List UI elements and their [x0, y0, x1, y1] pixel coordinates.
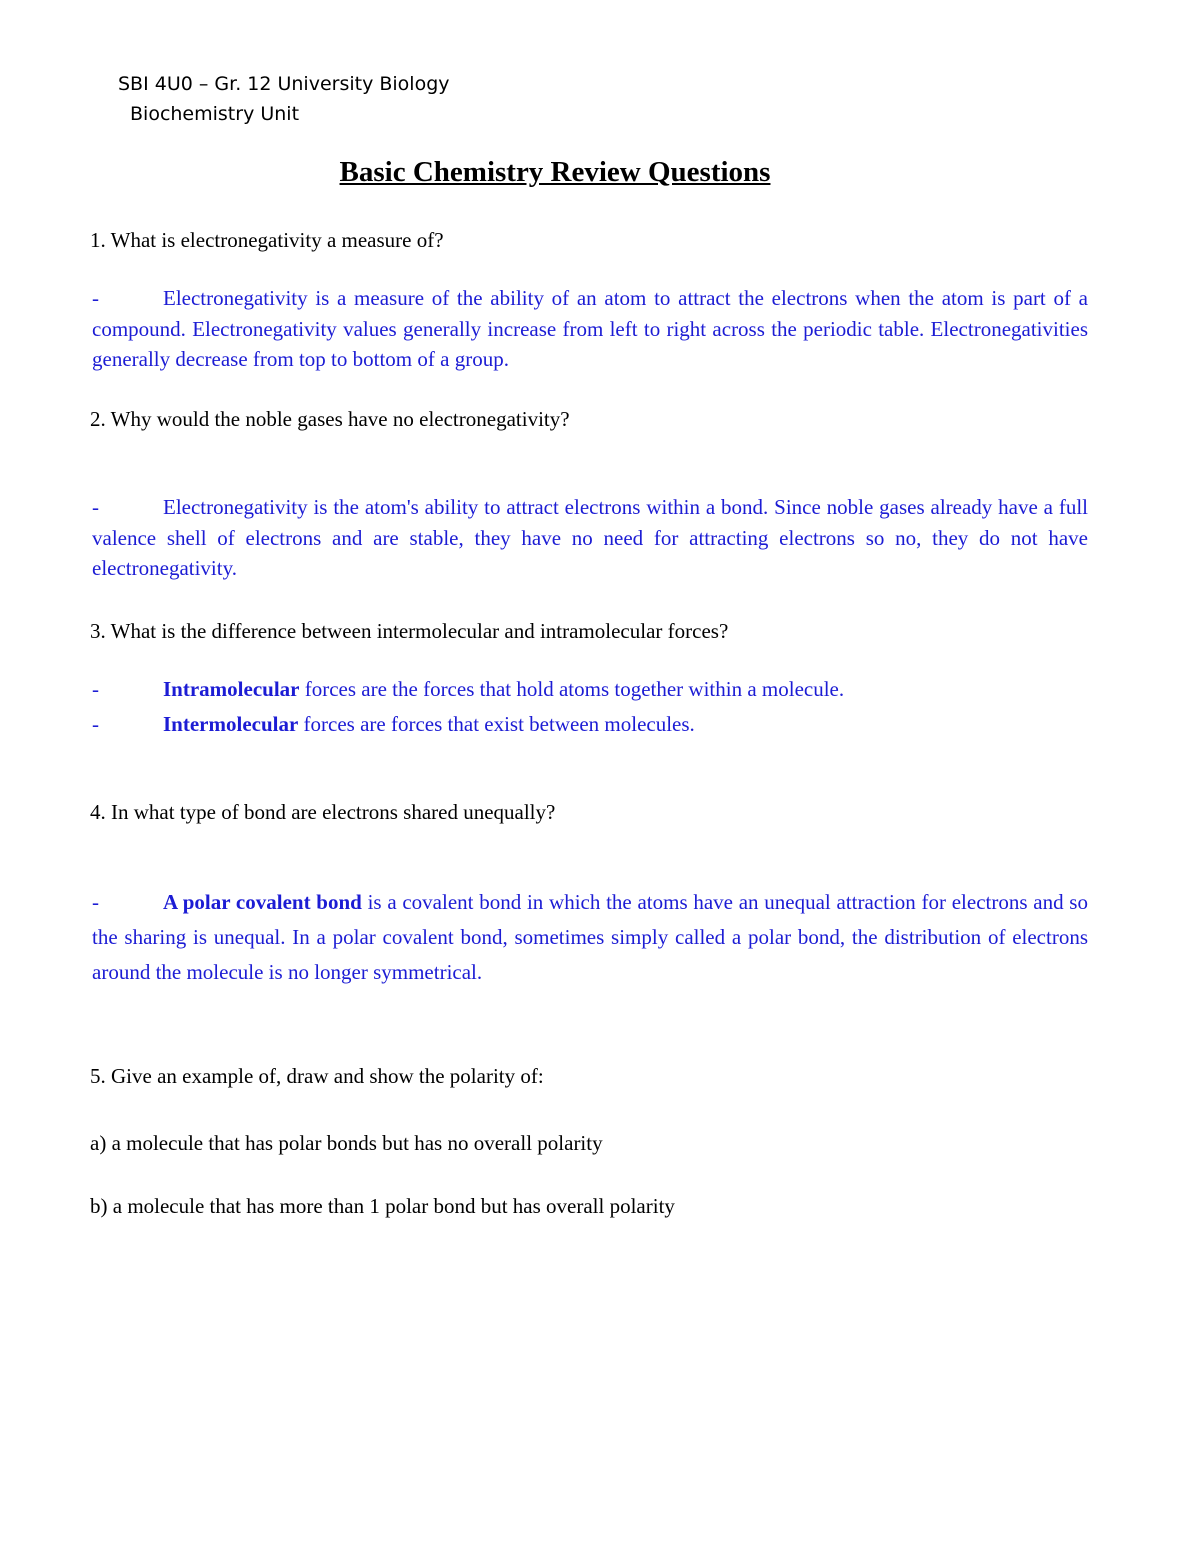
bullet-dash: -: [92, 712, 99, 736]
page-title: Basic Chemistry Review Questions: [339, 156, 771, 188]
intramolecular-term: Intramolecular: [163, 677, 300, 701]
answer-4: [92, 885, 1088, 990]
question-1: 1. What is electronegativity a measure of?: [90, 228, 444, 252]
question-5: 5. Give an example of, draw and show the polarity of:: [90, 1064, 544, 1088]
bullet-dash: -: [92, 495, 99, 519]
bullet-dash: -: [92, 286, 99, 310]
answer-3a-text: forces are the forces that hold atoms together within a molecule.: [299, 677, 845, 701]
unit-header: Biochemistry Unit: [130, 103, 300, 125]
bullet-dash: -: [92, 677, 99, 701]
answer-4-text: is a covalent bond in which the atoms have an unequal attraction for electrons and so the sharing is unequal. In a polar covalent bond, sometimes simply called a polar bond, the distribution of electrons around the molecule is no longer symmetrical.: [92, 890, 1088, 984]
answer-3b-text: forces are forces that exist between molecules.: [298, 712, 695, 736]
answer-2-text: Electronegativity is the atom's ability to attract electrons within a bond. Since noble gases already have a full valence shell of electrons and are stable, they have no need for attracting electrons so no, they do not have electronegativity.: [92, 495, 1088, 580]
answer-1: [92, 283, 1088, 375]
question-5b: b) a molecule that has more than 1 polar bond but has overall polarity: [90, 1194, 675, 1218]
answer-2: [92, 492, 1088, 584]
polar-covalent-term: A polar covalent bond: [163, 890, 362, 914]
question-4: 4. In what type of bond are electrons shared unequally?: [90, 800, 556, 824]
bullet-dash: -: [92, 890, 99, 914]
question-2: 2. Why would the noble gases have no electronegativity?: [90, 407, 570, 431]
intermolecular-term: Intermolecular: [163, 712, 299, 736]
question-5a: a) a molecule that has polar bonds but has no overall polarity: [90, 1131, 603, 1155]
course-header: SBI 4U0 – Gr. 12 University Biology: [118, 73, 450, 95]
answer-3b: [92, 712, 695, 737]
question-3: 3. What is the difference between intermolecular and intramolecular forces?: [90, 619, 729, 643]
answer-3a: [92, 677, 844, 702]
answer-1-text: Electronegativity is a measure of the ability of an atom to attract the electrons when the atom is part of a compound. Electronegativity values generally increase from left to right across the periodic table. Electronegativities generally decrease from top to bottom of a group.: [92, 286, 1088, 371]
